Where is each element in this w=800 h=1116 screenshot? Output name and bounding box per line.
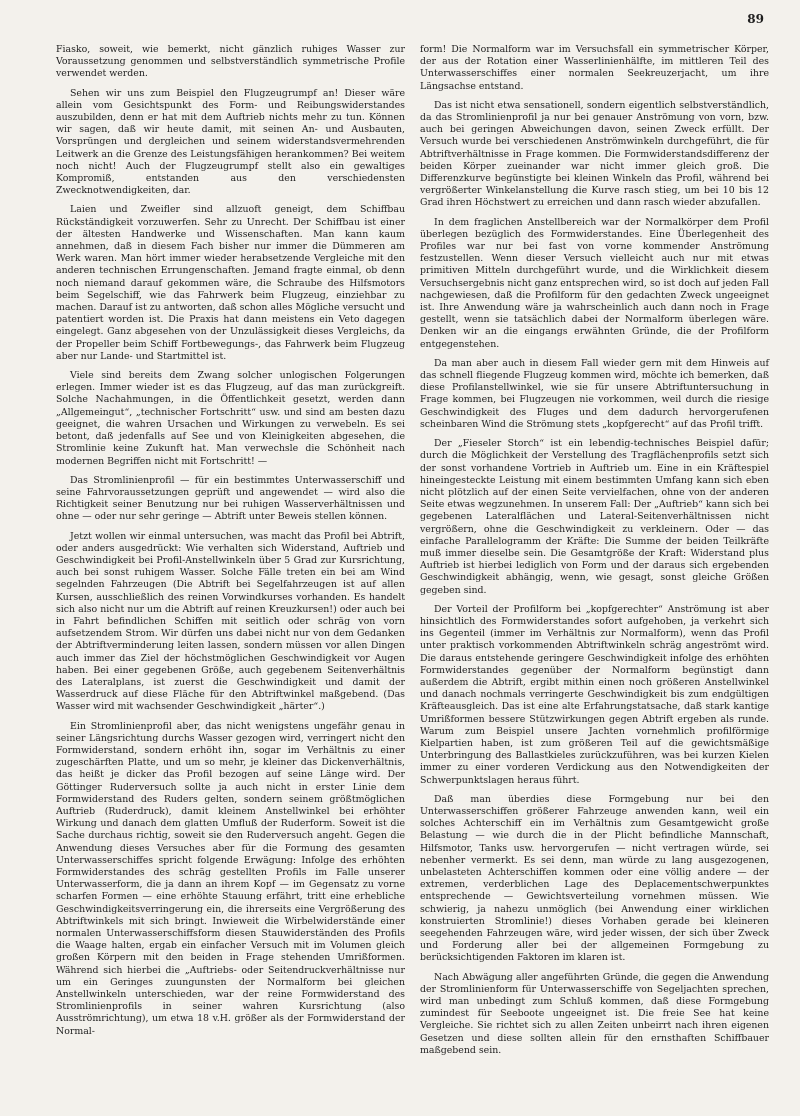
right-column: [420, 44, 769, 1064]
paragraph: Daß man überdies diese Formgebung nur bei den Unterwasserschiffen größerer Fahrzeuge anwenden kann, weil ein solches Achterschiff ein im Verhältnis zum Gesamtgewicht große Belastung — wie durch die in der Plicht befindliche Mannschaft, Hilfsmotor, Tanks usw. hervorgerufen — nicht vertragen würde, sei nebenher vermerkt. Es sei denn, man würde zu lang ausgezogenen, unbelasteten Achterschiffen kommen oder eine völlig andere — der extremen, verderblichen Lage des Deplacementschwerpunktes entsprechende — Gewichtsverteilung vornehmen müssen. Wie schwierig, ja nahezu unmöglich (bei Anwendung einer wirklichen konstruierten Stromlinie!) dieses Vorhaben gerade bei kleineren seegehenden Fahrzeugen wäre, wird jeder wissen, der sich über Zweck und Forderung aller bei der allgemeinen Formgebung zu berücksichtigenden Faktoren im klaren ist.: [420, 793, 769, 964]
paragraph: Ein Stromlinienprofil aber, das nicht wenigstens ungefähr genau in seiner Längsrichtung durchs Wasser gezogen wird, verringert nicht den Formwiderstand, sondern erhöht ihn, sogar im Verhältnis zu einer zugeschärften Platte, und um so mehr, je kleiner das Dickenverhältnis, das heißt je dicker das Profil bezogen auf seine Länge wird. Der Göttinger Ruderversuch sollte ja auch nicht in erster Linie dem Formwiderstand des Ruders gelten, sondern seinem größtmöglichen Auftrieb (Ruderdruck), damit kleinem Anstellwinkel bei erhöhter Wirkung und danach dem glatten Umfluß der Ruderform. Soweit ist die Sache durchaus richtig, soweit sie den Ruderversuch angeht. Gegen die Anwendung dieses Versuches aber für die Formung des gesamten Unterwasserschiffes spricht folgende Erwägung: Infolge des erhöhten Formwiderstandes des schräg gestellten Profils im Falle unserer Unterwasserform, die ja dann an ihrem Kopf — im Gegensatz zu vorne scharfen Formen — eine erhöhte Stauung erfährt, tritt eine erhebliche Geschwindigkeitsverringerung ein, die ihrerseits eine Vergrößerung des Abtriftwinkels mit sich bringt. Inwieweit die Wirbelwiderstände einer normalen Unterwasserschiffsform diesen Stauwiderständen des Profils die Waage halten, ergab ein einfacher Versuch mit im Volumen gleich großen Körpern mit den beiden in Frage stehenden Umrißformen. Während sich hierbei die „Auftriebs- oder Seitendruckverhältnisse nur um ein Geringes zuungunsten der Normalform bei gleichen Anstellwinkeln unterschieden, war der reine Formwiderstand des Stromlinienprofils in seiner wahren Kursrichtung (also Ausströmrichtung), um etwa 18 v.H. größer als der Formwiderstand der Normal-: [56, 720, 405, 1037]
page-number: 89: [747, 12, 764, 26]
paragraph: Das ist nicht etwa sensationell, sondern eigentlich selbstverständlich, da das Stromlinienprofil ja nur bei genauer Anströmung von vorn, bzw. auch bei geringen Abweichungen davon, seinen Zweck erfüllt. Der Versuch wurde bei verschiedenen Anströmwinkeln durchgeführt, die für Abtriftverhältnisse in Frage kommen. Die Formwiderstandsdifferenz der beiden Körper zueinander war nicht immer gleich groß. Die Differenzkurve begünstigte bei kleinen Winkeln das Profil, während bei vergrößerter Winkelanstellung die Kurve rasch stieg, um bei 10 bis 12 Grad ihren Höchstwert zu erreichen und dann rasch wieder abzufallen.: [420, 99, 769, 209]
left-column: [56, 44, 405, 1045]
paragraph: Viele sind bereits dem Zwang solcher unlogischen Folgerungen erlegen. Immer wieder ist es das Flugzeug, auf das man zurückgreift. Solche Nachahmungen, in die Öffentlichkeit gesetzt, werden dann „Allgemeingut“, „technischer Fortschritt“ usw. und sind am besten dazu geeignet, die wahren Ursachen und Wirkungen zu verwebeln. Es sei betont, daß jedenfalls auf See und von Kleinigkeiten abgesehen, die Stromlinie keine Zukunft hat. Man verwechsle die Schönheit nach modernen Begriffen nicht mit Fortschritt! —: [56, 370, 405, 467]
paragraph: Da man aber auch in diesem Fall wieder gern mit dem Hinweis auf das schnell fliegende Flugzeug kommen wird, möchte ich bemerken, daß diese Profilanstellwinkel, wie sie für unsere Abtriftuntersuchung in Frage kommen, bei Flugzeugen nie vorkommen, weil durch die riesige Geschwindigkeit des Fluges und dem dadurch hervorgerufenen scheinbaren Wind die Strömung stets „kopfgerecht“ auf das Profil trifft.: [420, 357, 769, 430]
paragraph: form! Die Normalform war im Versuchsfall ein symmetrischer Körper, der aus der Rotation einer Wasserlinienhälfte, im mittleren Teil des Unterwasserschiffes einer normalen Seekreuzerjacht, um ihre Längsachse entstand.: [420, 44, 769, 92]
paragraph: Der Vorteil der Profilform bei „kopfgerechter“ Anströmung ist aber hinsichtlich des Formwiderstandes sofort aufgehoben, ja verkehrt sich ins Gegenteil (immer im Verhältnis zur Normalform), wenn das Profil unter praktisch vorkommenden Abtriftwinkeln schräg angeströmt wird. Die daraus entstehende geringere Geschwindigkeit infolge des erhöhten Formwiderstandes gegenüber der Normalform begünstigt dann außerdem die Abtrift, ergibt mithin einen noch größeren Anstellwinkel und danach nochmals verringerte Geschwindigkeit bis zum endgültigen Kräfteausgleich. Das ist eine alte Erfahrungstatsache, daß stark kantige Umrißformen bessere Stützwirkungen gegen Abtrift ergeben als runde. Warum zum Beispiel unsere Jachten vornehmlich profilförmige Kielpartien haben, ist zum größeren Teil auf die gewichtsmäßige Unterbringung des Ballastkieles zurückzuführen, was bei kurzen Kielen immer zu einer vorderen Verdickung aus den Notwendigkeiten der Schwerpunktslagen heraus führt.: [420, 603, 769, 786]
paragraph: Der „Fieseler Storch“ ist ein lebendig-technisches Beispiel dafür; durch die Möglichkeit der Verstellung des Tragflächenprofils setzt sich der sonst vorhandene Vortrieb in Auftrieb um. Eine in ein Kräftespiel hineingesteckte Leistung mit einem bestimmten Umfang kann sich eben nicht plötzlich auf der einen Seite vervielfachen, ohne von der anderen Seite etwas wegzunehmen. In unserem Fall: Der „Auftrieb“ kann sich bei gegebenen Lateralflächen und Lateral-Seitenverhältnissen nicht vergrößern, ohne die Geschwindigkeit zu verkleinern. Oder — das einfache Parallelogramm der Kräfte: Die Summe der beiden Teilkräfte muß immer dieselbe sein. Die Gesamtgröße der Kraft: Widerstand plus Auftrieb ist hierbei lediglich von Form und der daraus sich ergebenden Geschwindigkeit abhängig, wenn, wie gesagt, sonst gleiche Größen gegeben sind.: [420, 438, 769, 596]
paragraph: Das Stromlinienprofil — für ein bestimmtes Unterwasserschiff und seine Fahrvoraussetzungen geprüft und angewendet — wird also die Richtigkeit seiner Benutzung nur bei ruhigen Wasserverhältnissen und ohne — oder nur sehr geringe — Abtrift unter Beweis stellen können.: [56, 474, 405, 523]
paragraph: Laien und Zweifler sind allzuoft geneigt, dem Schiffbau Rückständigkeit vorzuwerfen. Sehr zu Unrecht. Der Schiffbau ist einer der ältesten Handwerke und Wissenschaften. Man kann kaum annehmen, daß in diesem Fach bisher nur immer die Dümmeren am Werk waren. Man hört immer wieder herabsetzende Vergleiche mit den anderen technischen Errungenschaften. Jemand fragte einmal, ob denn noch niemand darauf gekommen wäre, die Schraube des Hilfsmotors beim Segelschiff, wie das Fahrwerk beim Flugzeug, einziehbar zu machen. Darauf ist zu antworten, daß schon alles Mögliche versucht und patentiert worden ist. Die Praxis hat dann meistens ein Veto dagegen eingelegt. Ganz abgesehen von der Unzulässigkeit dieses Vergleichs, da der Propeller beim Schiff Fortbewegungs-, das Fahrwerk beim Flugzeug aber nur Lande- und Startmittel ist.: [56, 204, 405, 362]
paragraph: Nach Abwägung aller angeführten Gründe, die gegen die Anwendung der Stromlinienform für Unterwasserschiffe von Segeljachten sprechen, wird man unbedingt zum Schluß kommen, daß diese Formgebung zumindest für Seeboote ungeeignet ist. Die freie See hat keine Vergleiche. Sie richtet sich zu allen Zeiten unbeirrt nach ihren eigenen Gesetzen und diese sollten allein für den ernsthaften Schiffbauer maßgebend sein.: [420, 971, 769, 1056]
paragraph: Fiasko, soweit, wie bemerkt, nicht gänzlich ruhiges Wasser zur Voraussetzung genommen und selbstverständlich symmetrische Profile verwendet werden.: [56, 44, 405, 80]
paragraph: In dem fraglichen Anstellbereich war der Normalkörper dem Profil überlegen bezüglich des Formwiderstandes. Eine Überlegenheit des Profiles war nur bei fast von vorne kommender Anströmung festzustellen. Wenn dieser Versuch vielleicht auch nur mit etwas primitiven Mitteln durchgeführt wurde, und die Wirklichkeit diesem Versuchsergebnis nicht ganz entsprechen wird, so ist doch auf jeden Fall nachgewiesen, daß die Profilform für den gedachten Zweck ungeeignet ist. Ihre Anwendung wäre ja wahrscheinlich auch dann noch in Frage gestellt, wenn sie tatsächlich dabei der Normalform überlegen wäre. Denken wir an die eingangs erwähnten Gründe, die der Profilform entgegenstehen.: [420, 216, 769, 350]
paragraph: Sehen wir uns zum Beispiel den Flugzeugrumpf an! Dieser wäre allein vom Gesichtspunkt des Form- und Reibungswiderstandes auszubilden, denn er hat mit dem Auftrieb nichts mehr zu tun. Können wir sagen, daß wir heute damit, mit seinen An- und Ausbauten, Vorsprüngen und dergleichen und seinem widerstandsvermehrenden Leitwerk an die Grenze des Leistungsfähigen herankommen? Bei weitem noch nicht! Auch der Flugzeugrumpf stellt also ein gewaltiges Kompromiß, entstanden aus den verschiedensten Zwecknotwendigkeiten, dar.: [56, 87, 405, 197]
paragraph: Jetzt wollen wir einmal untersuchen, was macht das Profil bei Abtrift, oder anders ausgedrückt: Wie verhalten sich Widerstand, Auftrieb und Geschwindigkeit bei Profil-Anstellwinkeln über 5 Grad zur Kursrichtung, auch bei sonst ruhigem Wasser. Solche Fälle treten ein bei am Wind segelnden Fahrzeugen (Die Abtrift bei Segelfahrzeugen ist auf allen Kursen, ausschließlich des reinen Vorwindkurses vorhanden. Es handelt sich also nicht nur um die Abtrift auf reinen Kreuzkursen!) oder auch bei in Fahrt befindlichen Schiffen mit seitlich oder schräg von vorn aufsetzendem Strom. Wir dürfen uns dabei nicht nur von dem Gedanken der Abtriftverminderung leiten lassen, sondern müssen vor allen Dingen auch immer das Ziel der höchstmöglichen Geschwindigkeit vor Augen haben. Bei einer gegebenen Größe, auch gegebenem Seitenverhältnis des Lateralplans, ist zuerst die Geschwindigkeit und damit der Wasserdruck auf diese Fläche für den Abtriftwinkel maßgebend. (Das Wasser wird mit wachsender Geschwindigkeit „härter“.): [56, 530, 405, 713]
